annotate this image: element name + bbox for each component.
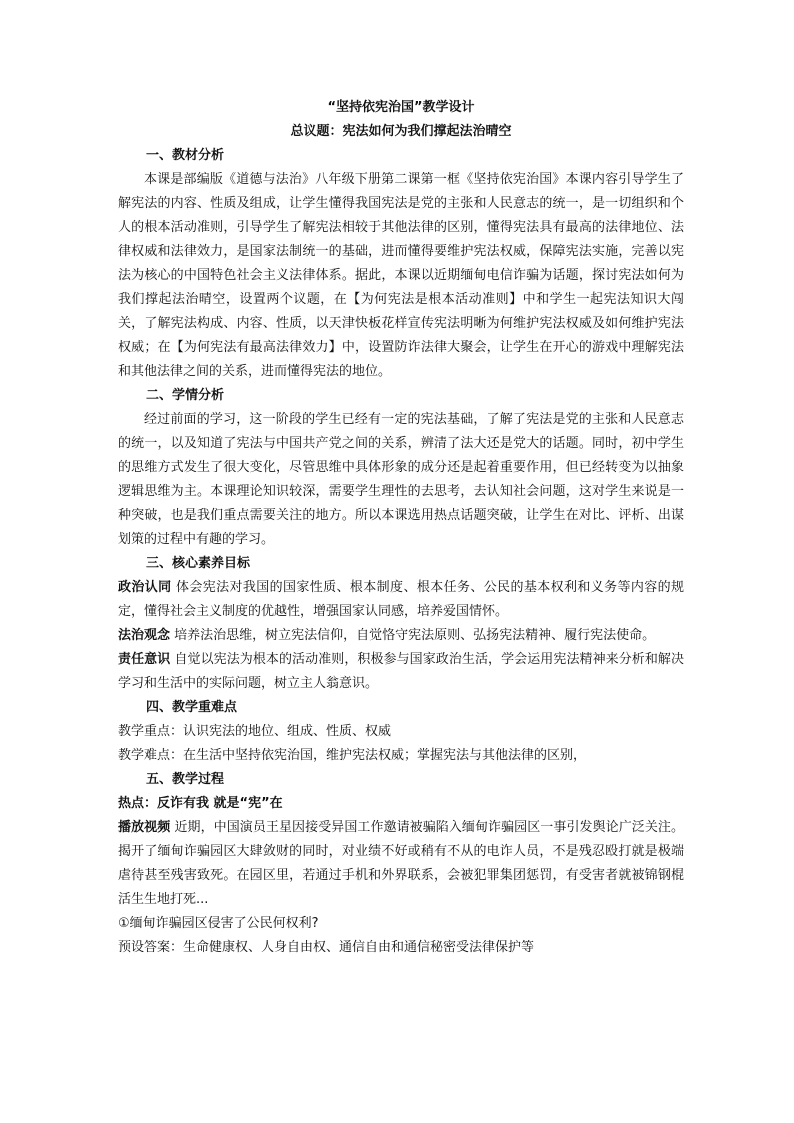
textbook-analysis-paragraph: 本课是部编版《道德与法治》八年级下册第二课第一框《坚持依宪治国》本课内容引导学生了解宪法的内容、性质及组成，让学生懂得我国宪法是党的主张和人民意志的统一，是一切组织和个人的根本活动准则，引导学生了解宪法相较于其他法律的区别，懂得宪法具有最高的法律地位、法律权威和法律效力，是国家法制统一的基础，进而懂得要维护宪法权威，保障宪法实施，完善以宪法为核心的中国特色社会主义法律体系。据此，本课以近期缅甸电信诈骗为话题，探讨宪法如何为我们撑起法治晴空，设置两个议题，在【为何宪法是根本活动准则】中和学生一起宪法知识大闯关，了解宪法构成、内容、性质，以天津快板花样宣传宪法明晰为何维护宪法权威及如何维护宪法权威；在【为何宪法有最高法律效力】中，设置防诈法律大聚会，让学生在开心的游戏中理解宪法和其他法律之间的关系，进而懂得宪法的地位。 [118, 172, 684, 379]
answer-line: 预设答案：生命健康权、人身自由权、通信自由和通信秘密受法律保护等 [118, 940, 535, 955]
section-heading-goals: 三、核心素养目标 [146, 556, 251, 571]
teaching-difficult-point: 教学难点：在生活中坚持依宪治国，维护宪法权威；掌握宪法与其他法律的区别， [118, 748, 587, 763]
section-heading-process: 五、教学过程 [146, 772, 225, 787]
document-page [118, 96, 684, 960]
student-analysis-paragraph: 经过前面的学习，这一阶段的学生已经有一定的宪法基础，了解了宪法是党的主张和人民意志的统一，以及知道了宪法与中国共产党之间的关系，辨清了法大还是党大的话题。同时，初中学生的思维方式发生了很大变化，尽管思维中具体形象的成分还是起着重要作用，但已经转变为以抽象逻辑思维为主。本课理论知识较深，需要学生理性的去思考，去认知社会问题，这对学生来说是一种突破，也是我们重点需要关注的地方。所以本课选用热点话题突破，让学生在对比、评析、出谋划策的过程中有趣的学习。 [118, 412, 684, 547]
video-paragraph [118, 816, 684, 912]
goal-label: 政治认同 [118, 580, 172, 595]
section-heading-textbook: 一、教材分析 [146, 148, 225, 163]
goal-label: 责任意识 [118, 652, 171, 667]
goal-text: 培养法治思维，树立宪法信仰，自觉恪守宪法原则、弘扬宪法精神、履行宪法使命。 [174, 628, 656, 643]
section-heading-students: 二、学情分析 [146, 388, 225, 403]
goal-rule-of-law [118, 624, 684, 648]
video-text: 近期，中国演员王星因接受异国工作邀请被骗陷入缅甸诈骗园区一事引发舆论广泛关注。揭开了缅甸诈骗园区大肆敛财的同时，对业绩不好或稍有不从的电诈人员，不是残忍殴打就是极端虐待甚至残害致死。在园区里，若通过手机和外界联系，会被犯罪集团惩罚，有受害者就被锦钢棍活生生地打死... [118, 820, 684, 907]
goal-political-identity [118, 576, 684, 624]
section-heading-key-points: 四、教学重难点 [146, 700, 238, 715]
document-subtitle: 总议题：宪法如何为我们撑起法治晴空 [290, 124, 512, 139]
teaching-key-point: 教学重点：认识宪法的地位、组成、性质、权威 [118, 724, 392, 739]
question-line: ①缅甸诈骗园区侵害了公民何权利? [118, 916, 319, 931]
video-label: 播放视频 [118, 820, 171, 835]
goal-responsibility [118, 648, 684, 696]
goal-text: 自觉以宪法为根本的活动准则，积极参与国家政治生活，学会运用宪法精神来分析和解决学习和生活中的实际问题，树立主人翁意识。 [118, 652, 684, 691]
hotspot-label: 热点：反诈有我 就是“宪”在 [118, 796, 283, 811]
goal-text: 体会宪法对我国的国家性质、根本制度、根本任务、公民的基本权利和义务等内容的规定，懂得社会主义制度的优越性，增强国家认同感，培养爱国情怀。 [118, 580, 684, 619]
document-title: “坚持依宪治国”教学设计 [327, 100, 475, 115]
goal-label: 法治观念 [118, 628, 171, 643]
